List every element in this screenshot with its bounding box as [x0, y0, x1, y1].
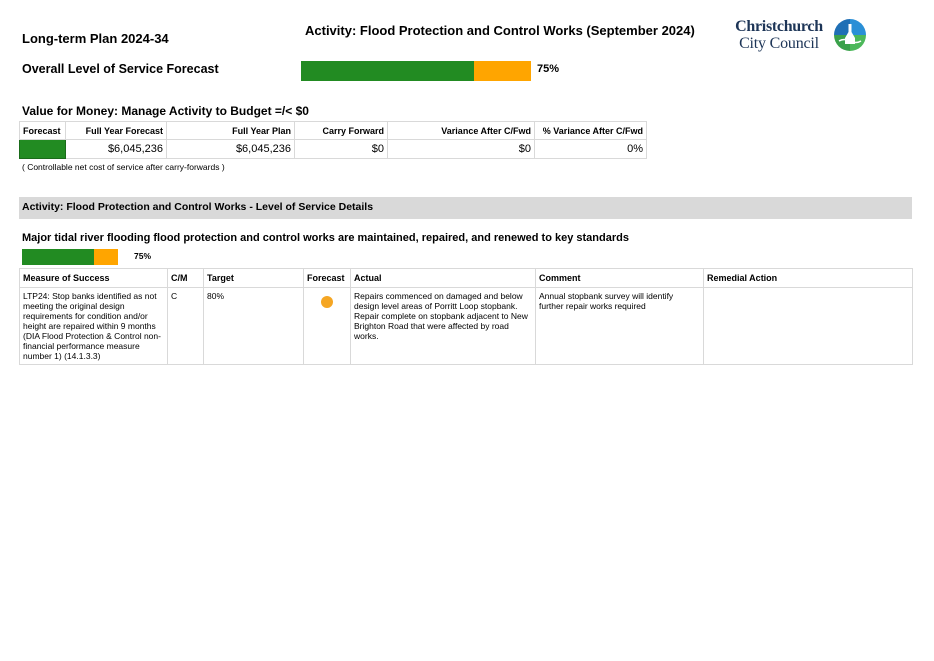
- details-col-measure: Measure of Success: [20, 269, 168, 288]
- measure-bar-green: [22, 249, 94, 265]
- measure-title: Major tidal river flooding flood protection and control works are maintained, repaired, and renewed to key standards: [22, 232, 629, 244]
- budget-col-full-year-plan: Full Year Plan: [167, 122, 295, 140]
- overall-los-pct: 75%: [537, 63, 560, 75]
- measure-pct: 75%: [134, 251, 152, 261]
- details-col-cm: C/M: [168, 269, 204, 288]
- section-band-title: Activity: Flood Protection and Control Works - Level of Service Details: [22, 201, 374, 213]
- budget-col-forecast: Forecast: [20, 122, 66, 140]
- budget-col-full-year-forecast: Full Year Forecast: [66, 122, 167, 140]
- measure-progress-bar: [22, 249, 118, 265]
- vfm-title: Value for Money: Manage Activity to Budget =/< $0: [22, 104, 309, 118]
- budget-full-year-forecast: $6,045,236: [66, 140, 167, 159]
- budget-carry-forward: $0: [295, 140, 388, 159]
- row-comment: Annual stopbank survey will identify further repair works required: [536, 288, 704, 365]
- budget-full-year-plan: $6,045,236: [167, 140, 295, 159]
- row-target: 80%: [204, 288, 304, 365]
- budget-pct-variance: 0%: [535, 140, 647, 159]
- details-col-forecast: Forecast: [304, 269, 351, 288]
- budget-col-carry-forward: Carry Forward: [295, 122, 388, 140]
- overall-los-label: Overall Level of Service Forecast: [22, 62, 219, 76]
- council-logo: [728, 18, 868, 54]
- budget-col-pct-variance: % Variance After C/Fwd: [535, 122, 647, 140]
- budget-forecast-status: [20, 140, 66, 159]
- budget-note: ( Controllable net cost of service after carry-forwards ): [22, 162, 225, 172]
- measure-bar-orange: [94, 249, 118, 265]
- row-cm: C: [168, 288, 204, 365]
- row-remedial: [704, 288, 913, 365]
- table-row: [20, 288, 913, 365]
- overall-los-bar: [301, 61, 531, 81]
- row-measure: LTP24: Stop banks identified as not meeting the original design requirements for condition and/or height are repaired within 9 months (DIA Flood Protection & Control non- financial performance measure number 1) (14.1.3.3): [20, 288, 168, 365]
- forecast-status-dot-icon: [321, 296, 333, 308]
- details-col-remedial: Remedial Action: [704, 269, 913, 288]
- logo-line2: City Council: [739, 35, 819, 52]
- overall-los-bar-orange: [474, 61, 532, 81]
- budget-row: [20, 140, 647, 159]
- budget-table: [19, 121, 647, 159]
- plan-title: Long-term Plan 2024-34: [22, 31, 169, 46]
- section-band: [19, 197, 912, 219]
- overall-los-bar-green: [301, 61, 474, 81]
- row-actual: Repairs commenced on damaged and below design level areas of Porritt Loop stopbank. Repair complete on stopbank adjacent to New Brighton Road that were affected by road works.: [351, 288, 536, 365]
- details-col-comment: Comment: [536, 269, 704, 288]
- activity-title: Activity: Flood Protection and Control Works (September 2024): [305, 23, 695, 38]
- details-col-target: Target: [204, 269, 304, 288]
- details-table: [19, 268, 913, 365]
- ccc-cathedral-logo-icon: [833, 18, 867, 52]
- logo-line1: Christchurch: [735, 18, 823, 35]
- budget-variance: $0: [388, 140, 535, 159]
- details-col-actual: Actual: [351, 269, 536, 288]
- budget-col-variance: Variance After C/Fwd: [388, 122, 535, 140]
- row-forecast: [304, 288, 351, 365]
